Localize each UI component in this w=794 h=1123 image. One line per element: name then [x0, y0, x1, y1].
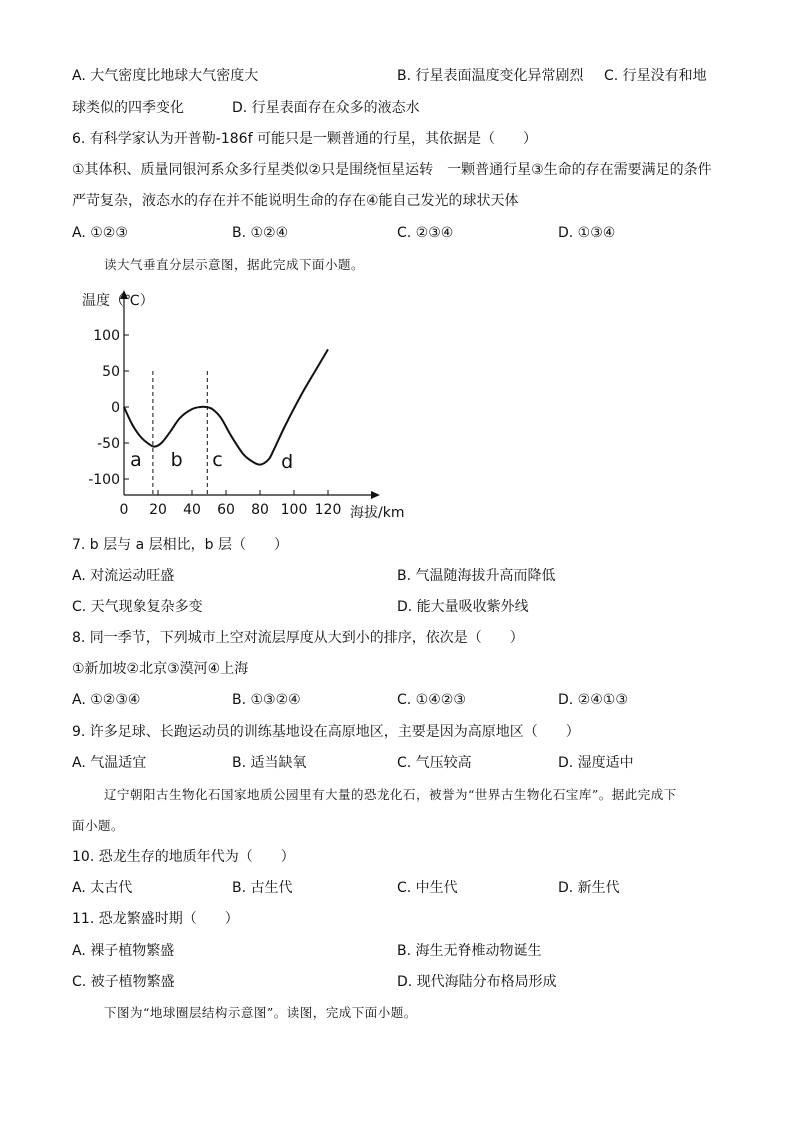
- q8-stem: 8. 同一季节，下列城市上空对流层厚度从大到小的排序，依次是（ ）: [72, 630, 524, 646]
- layer-label-c: c: [212, 449, 223, 472]
- q9-option-a: A. 气温适宜: [72, 755, 147, 771]
- x-tick-label: 20: [149, 502, 167, 518]
- q7-option-d: D. 能大量吸收紫外线: [397, 599, 529, 615]
- q11-option-b: B. 海生无脊椎动物诞生: [397, 943, 542, 959]
- q6-option-d: D. ①③④: [558, 225, 616, 241]
- q6-option-b: B. ①②④: [232, 225, 289, 241]
- x-tick-label: 40: [183, 502, 201, 518]
- y-tick-label: 0: [111, 400, 120, 416]
- x-tick-label: 80: [251, 502, 269, 518]
- q7-option-b: B. 气温随海拔升高而降低: [397, 568, 556, 584]
- q6-stem: 6. 有科学家认为开普勒-186f 可能只是一颗普通的行星，其依据是（ ）: [72, 131, 537, 147]
- q7-option-a: A. 对流运动旺盛: [72, 568, 175, 584]
- layer-label-d: d: [281, 451, 294, 474]
- q8-option-d: D. ②④①③: [558, 692, 628, 708]
- q9-option-c: C. 气压较高: [397, 755, 472, 771]
- x-axis-label: 海拔/km: [350, 505, 405, 521]
- intro-dinosaur-line2: 面小题。: [72, 818, 125, 833]
- q10-option-a: A. 太古代: [72, 880, 133, 896]
- q6-option-a: A. ①②③: [72, 225, 128, 241]
- q11-option-d: D. 现代海陆分布格局形成: [397, 974, 557, 990]
- y-axis-label: 温度（℃）: [82, 293, 154, 309]
- q8-option-a: A. ①②③④: [72, 692, 141, 708]
- y-tick-label: 50: [102, 364, 120, 380]
- q10-option-b: B. 古生代: [232, 880, 293, 896]
- x-tick-label: 0: [119, 502, 129, 518]
- intro-dinosaur-line1: 辽宁朝阳古生物化石国家地质公园里有大量的恐龙化石，被誉为“世界古生物化石宝库”。据此完成下: [104, 787, 677, 802]
- q5-option-d: D. 行星表面存在众多的液态水: [232, 100, 420, 116]
- q11-stem: 11. 恐龙繁盛时期（ ）: [72, 911, 239, 927]
- intro-atmosphere: 读大气垂直分层示意图，据此完成下面小题。: [104, 257, 365, 272]
- q9-stem: 9. 许多足球、长跑运动员的训练基地设在高原地区，主要是因为高原地区（ ）: [72, 724, 580, 740]
- q5-option-c-part2: 球类似的四季变化: [72, 100, 184, 116]
- q5-option-a: A. 大气密度比地球大气密度大: [72, 68, 259, 84]
- temperature-curve: [124, 349, 328, 464]
- q11-option-a: A. 裸子植物繁盛: [72, 943, 175, 959]
- q10-option-c: C. 中生代: [397, 880, 458, 896]
- x-tick-label: 120: [314, 502, 342, 518]
- atmosphere-temperature-chart: [60, 285, 420, 525]
- layer-label-a: a: [130, 449, 142, 472]
- x-tick-label: 60: [217, 502, 235, 518]
- q9-option-d: D. 湿度适中: [558, 755, 634, 771]
- q6-option-c: C. ②③④: [397, 225, 454, 241]
- q6-desc-line2: 严苛复杂，液态水的存在并不能说明生命的存在④能自己发光的球状天体: [72, 193, 519, 209]
- q9-option-b: B. 适当缺氧: [232, 755, 307, 771]
- y-tick-label: 100: [93, 328, 120, 344]
- q7-stem: 7. b 层与 a 层相比，b 层（ ）: [72, 537, 288, 553]
- q5-option-b: B. 行星表面温度变化异常剧烈: [397, 68, 584, 84]
- q10-option-d: D. 新生代: [558, 880, 620, 896]
- q6-desc-line1: ①其体积、质量同银河系众多行星类似②只是围绕恒星运转 一颗普通行星③生命的存在需要满足的条件: [72, 162, 712, 178]
- q8-option-c: C. ①④②③: [397, 692, 466, 708]
- q10-stem: 10. 恐龙生存的地质年代为（ ）: [72, 849, 295, 865]
- q5-option-c-part1: C. 行星没有和地: [604, 68, 707, 84]
- q8-desc: ①新加坡②北京③漠河④上海: [72, 661, 249, 677]
- y-tick-label: -100: [88, 472, 120, 488]
- q7-option-c: C. 天气现象复杂多变: [72, 599, 203, 615]
- x-axis-arrow: [371, 491, 380, 499]
- layer-label-b: b: [170, 449, 183, 472]
- intro-earth-layers: 下图为“地球圈层结构示意图”。读图，完成下面小题。: [104, 1005, 417, 1020]
- y-tick-label: -50: [97, 436, 120, 452]
- q11-option-c: C. 被子植物繁盛: [72, 974, 175, 990]
- x-tick-label: 100: [280, 502, 308, 518]
- q8-option-b: B. ①③②④: [232, 692, 301, 708]
